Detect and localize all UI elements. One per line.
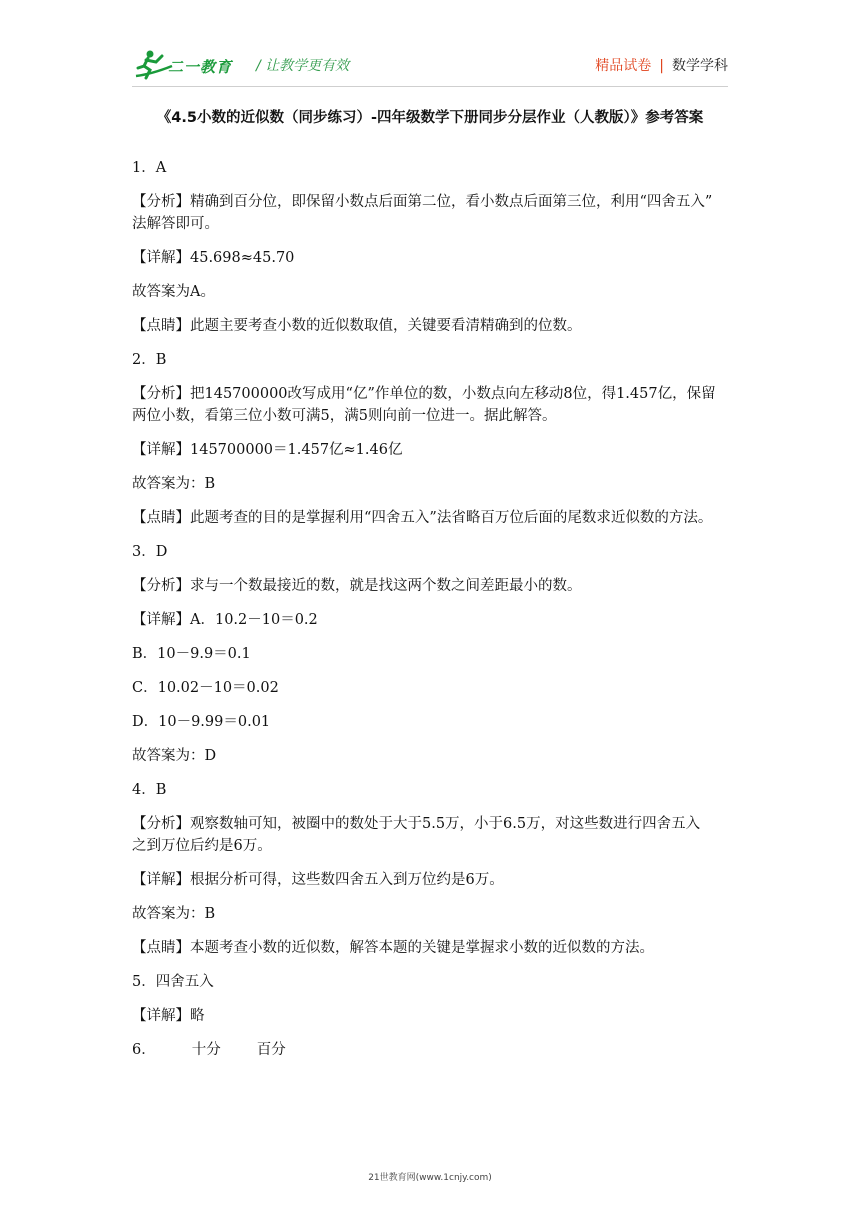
answer-line: 故答案为：B — [132, 476, 216, 492]
answer-line: 【详解】A．10.2－10＝0.2 — [132, 612, 318, 628]
answer-line: 【详解】根据分析可得，这些数四舍五入到万位约是6万。 — [132, 872, 504, 888]
answer-line: 1．A — [132, 160, 167, 176]
page-header — [132, 44, 728, 84]
subject-tag: 数学学科 — [672, 58, 728, 74]
answer-line: 【详解】145700000＝1.457亿≈1.46亿 — [132, 442, 403, 458]
answer-line: 3．D — [132, 544, 168, 560]
answer-line: B．10－9.9＝0.1 — [132, 646, 251, 662]
answer-line: 【详解】45.698≈45.70 — [132, 250, 295, 266]
page-footer: 21世教育网(www.1cnjy.com) — [368, 1173, 492, 1183]
answer-line: 4．B — [132, 782, 167, 798]
question-6-line — [132, 1039, 732, 1073]
answer-line: 5．四舍五入 — [132, 974, 214, 990]
answer-line: D．10－9.99＝0.01 — [132, 714, 271, 730]
answer-line: 之到万位后约是6万。 — [132, 838, 272, 854]
answer-line: C．10.02－10＝0.02 — [132, 680, 279, 696]
answer-line: 两位小数，看第三位小数可满5，满5则向前一位进一。据此解答。 — [132, 408, 557, 424]
header-tags — [595, 55, 728, 75]
answer-line: 【点睛】此题主要考查小数的近似数取值，关键要看清精确到的位数。 — [132, 318, 582, 334]
answer-line: 故答案为：D — [132, 748, 217, 764]
answer-line: 故答案为A。 — [132, 284, 215, 300]
slogan: / 让教学更有效 — [256, 58, 350, 74]
brand-name: 二一教育 — [168, 58, 233, 76]
question-6-answer-1: 十分 — [191, 1042, 221, 1058]
answer-line: 【点睛】此题考查的目的是掌握利用“四舍五入”法省略百万位后面的尾数求近似数的方法。 — [132, 510, 713, 526]
document-title: 《4.5小数的近似数（同步练习）-四年级数学下册同步分层作业（人教版）》参考答案 — [156, 110, 704, 126]
tag-separator: | — [659, 58, 664, 74]
answer-line: 【点睛】本题考查小数的近似数，解答本题的关键是掌握求小数的近似数的方法。 — [132, 940, 654, 956]
answer-content — [132, 157, 732, 1073]
answer-line: 【分析】精确到百分位，即保留小数点后面第二位，看小数点后面第三位，利用“四舍五入” — [132, 194, 713, 210]
answer-line: 【分析】求与一个数最接近的数，就是找这两个数之间差距最小的数。 — [132, 578, 582, 594]
answer-line: 【分析】观察数轴可知，被圈中的数处于大于5.5万，小于6.5万，对这些数进行四舍五入 — [132, 816, 701, 832]
answer-line: 2．B — [132, 352, 167, 368]
answer-line: 【详解】略 — [132, 1008, 205, 1024]
answer-line: 故答案为：B — [132, 906, 216, 922]
question-6-answer-2: 百分 — [256, 1042, 286, 1058]
answer-line: 法解答即可。 — [132, 216, 219, 232]
answer-line: 【分析】把145700000改写成用“亿”作单位的数，小数点向左移动8位，得1.457亿，保留 — [132, 386, 716, 402]
header-divider — [132, 86, 728, 87]
question-6-number: 6． — [132, 1042, 156, 1058]
premium-tag: 精品试卷 — [595, 58, 652, 74]
